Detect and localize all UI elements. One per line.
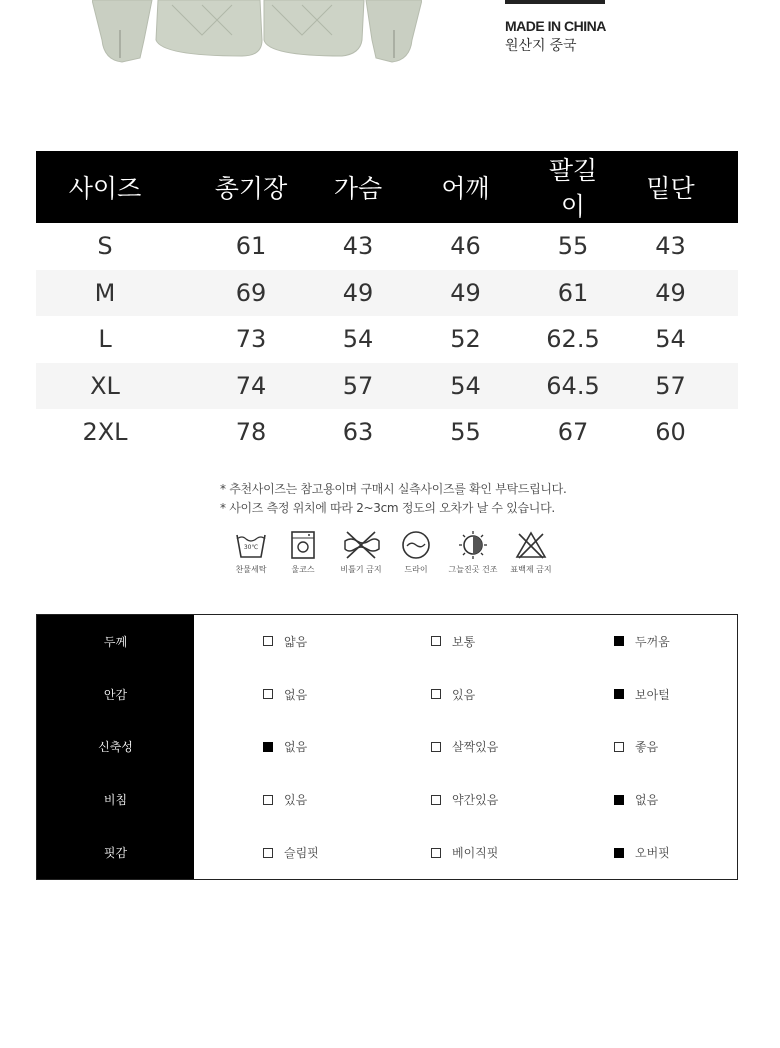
cell: 54 (655, 325, 686, 354)
option-label: 있음 (284, 793, 308, 808)
header-shoulder: 어깨 (388, 151, 543, 223)
checked-box-icon (614, 689, 624, 699)
care-icons (226, 530, 566, 580)
origin-ko-label: 원산지 중국 (505, 37, 577, 53)
checkbox-icon (431, 795, 441, 805)
attribute-option (431, 668, 475, 721)
care-label: 찬물세탁 (235, 565, 267, 574)
attribute-row-thickness (37, 615, 737, 668)
note-line: * 사이즈 측정 위치에 따라 2~3cm 정도의 오차가 날 수 있습니다. (220, 501, 555, 515)
care-item (506, 530, 556, 575)
care-item (448, 530, 498, 575)
size-table (36, 151, 738, 456)
option-label: 보아털 (635, 687, 670, 702)
cell: 78 (235, 418, 267, 447)
attribute-option (431, 773, 498, 826)
table-row (36, 223, 738, 270)
care-label: 울코스 (291, 565, 315, 574)
care-label: 표백제 금지 (510, 565, 552, 574)
option-label: 슬림핏 (284, 846, 319, 861)
jacket-image (92, 0, 422, 68)
note-line: * 추천사이즈는 참고용이며 구매시 실측사이즈를 확인 부탁드립니다. (220, 482, 567, 496)
option-label: 있음 (452, 687, 476, 702)
header-hem: 밑단 (603, 151, 738, 223)
care-item (278, 530, 328, 575)
care-label: 드라이 (404, 565, 428, 574)
attribute-row-sheerness (37, 773, 737, 826)
cell: 63 (342, 418, 374, 447)
attribute-option (263, 721, 307, 774)
cell: 61 (543, 270, 603, 317)
table-row (36, 363, 738, 410)
cell: 74 (174, 363, 328, 410)
no-wring-icon (341, 530, 381, 560)
care-item (391, 530, 441, 575)
cell: 73 (235, 325, 267, 354)
attribute-row-stretch (37, 721, 737, 774)
attribute-option (614, 615, 670, 668)
cell: 52 (450, 325, 481, 354)
cell: 49 (603, 270, 738, 317)
cell-size: S (97, 232, 113, 261)
cell: 46 (450, 232, 481, 261)
attribute-label: 안감 (37, 668, 194, 721)
dry-icon (399, 530, 433, 560)
attribute-label: 신축성 (37, 721, 194, 774)
care-item (226, 530, 276, 575)
checkbox-icon (263, 689, 273, 699)
checked-box-icon (614, 795, 624, 805)
cell: 67 (557, 418, 589, 447)
attribute-option (431, 826, 498, 879)
option-label: 좋음 (635, 740, 659, 755)
option-label: 베이직핏 (452, 846, 499, 861)
cell: 60 (655, 418, 686, 447)
cell-size: 2XL (82, 418, 128, 447)
attribute-option (614, 773, 658, 826)
hand-wash-icon (234, 530, 268, 560)
checkbox-icon (263, 848, 273, 858)
attribute-option (263, 668, 307, 721)
cell-size: XL (36, 363, 174, 410)
checked-box-icon (263, 742, 273, 752)
attribute-row-lining (37, 668, 737, 721)
made-in-label: MADE IN CHINA (505, 18, 606, 34)
fabric-attributes-table (36, 614, 738, 880)
checkbox-icon (263, 636, 273, 646)
wool-course-icon (286, 530, 320, 560)
no-bleach-icon (514, 530, 548, 560)
wash-temp: 30℃ (243, 544, 259, 551)
option-label: 없음 (284, 687, 308, 702)
cell: 49 (328, 270, 388, 317)
attribute-option (614, 721, 658, 774)
header-chest: 가슴 (328, 151, 388, 223)
cell-size: M (36, 270, 174, 317)
cell: 57 (328, 363, 388, 410)
attribute-option (431, 721, 498, 774)
option-label: 오버핏 (635, 846, 670, 861)
option-label: 살짝있음 (452, 740, 499, 755)
option-label: 보통 (452, 634, 476, 649)
cell-size: L (98, 325, 112, 354)
cell: 61 (235, 232, 267, 261)
cell: 55 (450, 418, 481, 447)
checkbox-icon (431, 848, 441, 858)
checked-box-icon (614, 636, 624, 646)
cell: 57 (603, 363, 738, 410)
option-label: 두꺼움 (635, 634, 670, 649)
cell: 69 (174, 270, 328, 317)
cell: 62.5 (546, 325, 600, 354)
option-label: 없음 (635, 793, 659, 808)
attribute-option (263, 773, 307, 826)
attribute-row-fit (37, 826, 737, 879)
care-item (336, 530, 386, 575)
option-label: 얇음 (284, 634, 308, 649)
cell: 54 (388, 363, 543, 410)
attribute-label: 두께 (37, 615, 194, 668)
header-sleeve: 팔길이 (543, 151, 603, 223)
cell: 55 (557, 232, 589, 261)
option-label: 없음 (284, 740, 308, 755)
cell: 43 (342, 232, 374, 261)
table-row (36, 316, 738, 363)
attribute-option (263, 615, 307, 668)
table-row (36, 270, 738, 317)
care-label: 그늘진곳 건조 (448, 565, 498, 574)
cell: 64.5 (543, 363, 603, 410)
header-size: 사이즈 (36, 151, 174, 223)
header-length: 총기장 (174, 151, 328, 223)
attribute-option (614, 668, 670, 721)
checkbox-icon (614, 742, 624, 752)
attribute-label: 핏감 (37, 826, 194, 879)
shade-dry-icon (456, 530, 490, 560)
cell: 43 (655, 232, 686, 261)
attribute-option (263, 826, 319, 879)
origin-info (505, 18, 606, 55)
origin-divider (505, 0, 605, 4)
attribute-label: 비침 (37, 773, 194, 826)
cell: 49 (388, 270, 543, 317)
checked-box-icon (614, 848, 624, 858)
checkbox-icon (263, 795, 273, 805)
checkbox-icon (431, 689, 441, 699)
size-table-header (36, 151, 738, 223)
option-label: 약간있음 (452, 793, 499, 808)
care-label: 비틀기 금지 (340, 565, 382, 574)
attribute-option (614, 826, 670, 879)
cell: 54 (342, 325, 374, 354)
checkbox-icon (431, 742, 441, 752)
attribute-option (431, 615, 475, 668)
table-row (36, 409, 738, 456)
size-notes (220, 480, 566, 518)
checkbox-icon (431, 636, 441, 646)
